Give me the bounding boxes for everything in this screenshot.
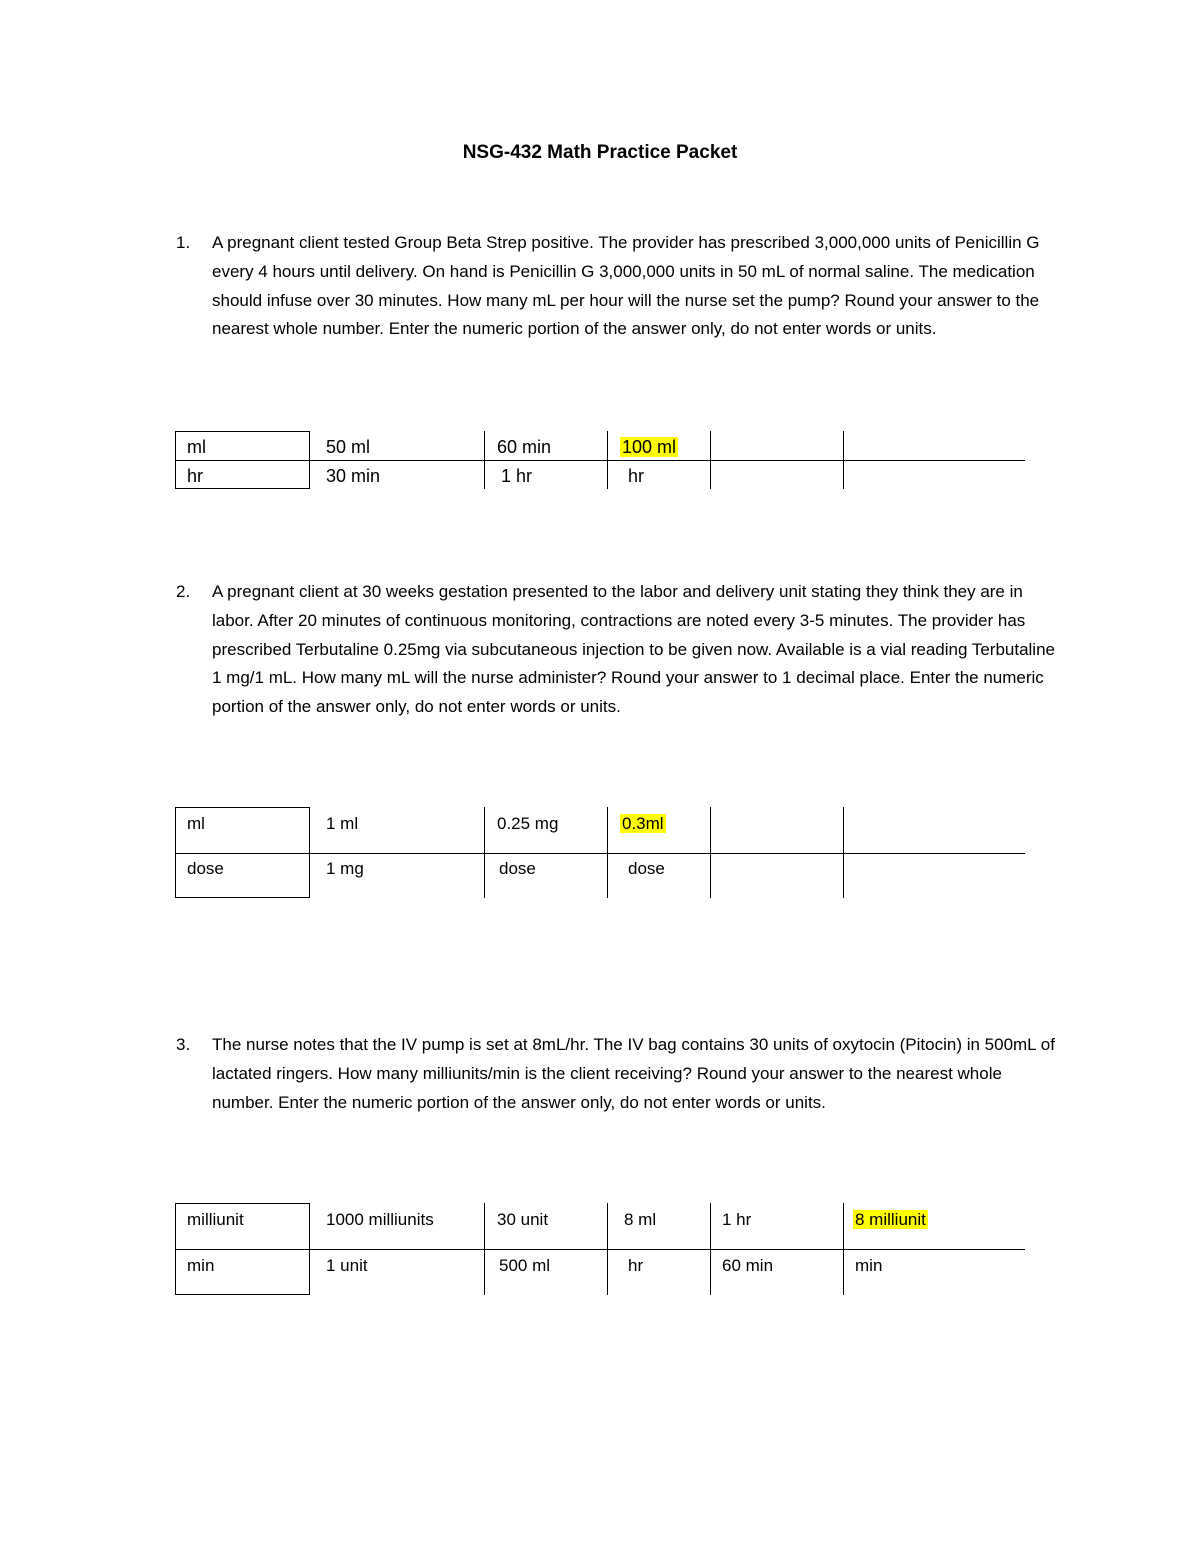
table-cell: 500 ml xyxy=(499,1256,551,1275)
table-cell: 1 mg xyxy=(326,859,364,878)
question-text: A pregnant client at 30 weeks gestation presented to the labor and delivery unit stating they think they are in labor. After 20 minutes of continuous monitoring, contractions are noted every 3-5 minutes. The provider has prescribed Terbutaline 0.25mg via subcutaneous injection to be given now. Available is a vial reading Terbutaline 1 mg/1 mL. How many mL will the nurse administer? Round your answer to 1 decimal place. Enter the numeric portion of the answer only, do not enter words or units. xyxy=(212,582,1055,717)
question-number: 3. xyxy=(176,1035,191,1054)
table-cell: min xyxy=(855,1256,883,1275)
answer-cell xyxy=(620,437,678,457)
table-cell: 1000 milliunits xyxy=(326,1210,434,1229)
table-cell: min xyxy=(187,1256,215,1275)
page-title: NSG-432 Math Practice Packet xyxy=(462,142,738,163)
table-cell: dose xyxy=(187,859,224,878)
table-cell: 60 min xyxy=(722,1256,774,1275)
answer-cell xyxy=(853,1210,928,1230)
table-cell: ml xyxy=(187,814,205,833)
question-3 xyxy=(176,1031,1061,1117)
answer-cell xyxy=(620,814,666,834)
table-cell: dose xyxy=(628,859,665,878)
answer-highlight: 0.3ml xyxy=(622,814,664,833)
table-cell: dose xyxy=(499,859,536,878)
table-cell: 1 hr xyxy=(722,1210,752,1229)
table-cell: 1 unit xyxy=(326,1256,368,1275)
table-cell: 8 ml xyxy=(624,1210,657,1229)
table-cell: 50 ml xyxy=(326,437,371,457)
question-text: The nurse notes that the IV pump is set at 8mL/hr. The IV bag contains 30 units of oxytocin (Pitocin) in 500mL of lactated ringers. How many milliunits/min is the client receiving? Round your answer to the nearest whole number. Enter the numeric portion of the answer only, do not enter words or units. xyxy=(212,1035,1055,1112)
question-1 xyxy=(176,229,1061,344)
table-cell: milliunit xyxy=(187,1210,244,1229)
table-cell: ml xyxy=(187,437,206,457)
question-number: 1. xyxy=(176,233,191,252)
question-text: A pregnant client tested Group Beta Strep positive. The provider has prescribed 3,000,000 units of Penicillin G every 4 hours until delivery. On hand is Penicillin G 3,000,000 units in 50 mL of normal saline. The medication should infuse over 30 minutes. How many mL per hour will the nurse set the pump? Round your answer to the nearest whole number. Enter the numeric portion of the answer only, do not enter words or units. xyxy=(212,233,1040,339)
answer-highlight: 8 milliunit xyxy=(855,1210,926,1229)
table-cell: 1 ml xyxy=(326,814,359,833)
table-cell: 60 min xyxy=(497,437,552,457)
question-number: 2. xyxy=(176,582,191,601)
answer-highlight: 100 ml xyxy=(622,437,677,457)
table-cell: 1 hr xyxy=(501,466,533,486)
table-cell: hr xyxy=(187,466,204,486)
table-cell: 0.25 mg xyxy=(497,814,559,833)
table-cell: hr xyxy=(628,466,645,486)
table-cell: 30 unit xyxy=(497,1210,549,1229)
question-2 xyxy=(176,578,1061,722)
table-cell: hr xyxy=(628,1256,644,1275)
table-cell: 30 min xyxy=(326,466,381,486)
